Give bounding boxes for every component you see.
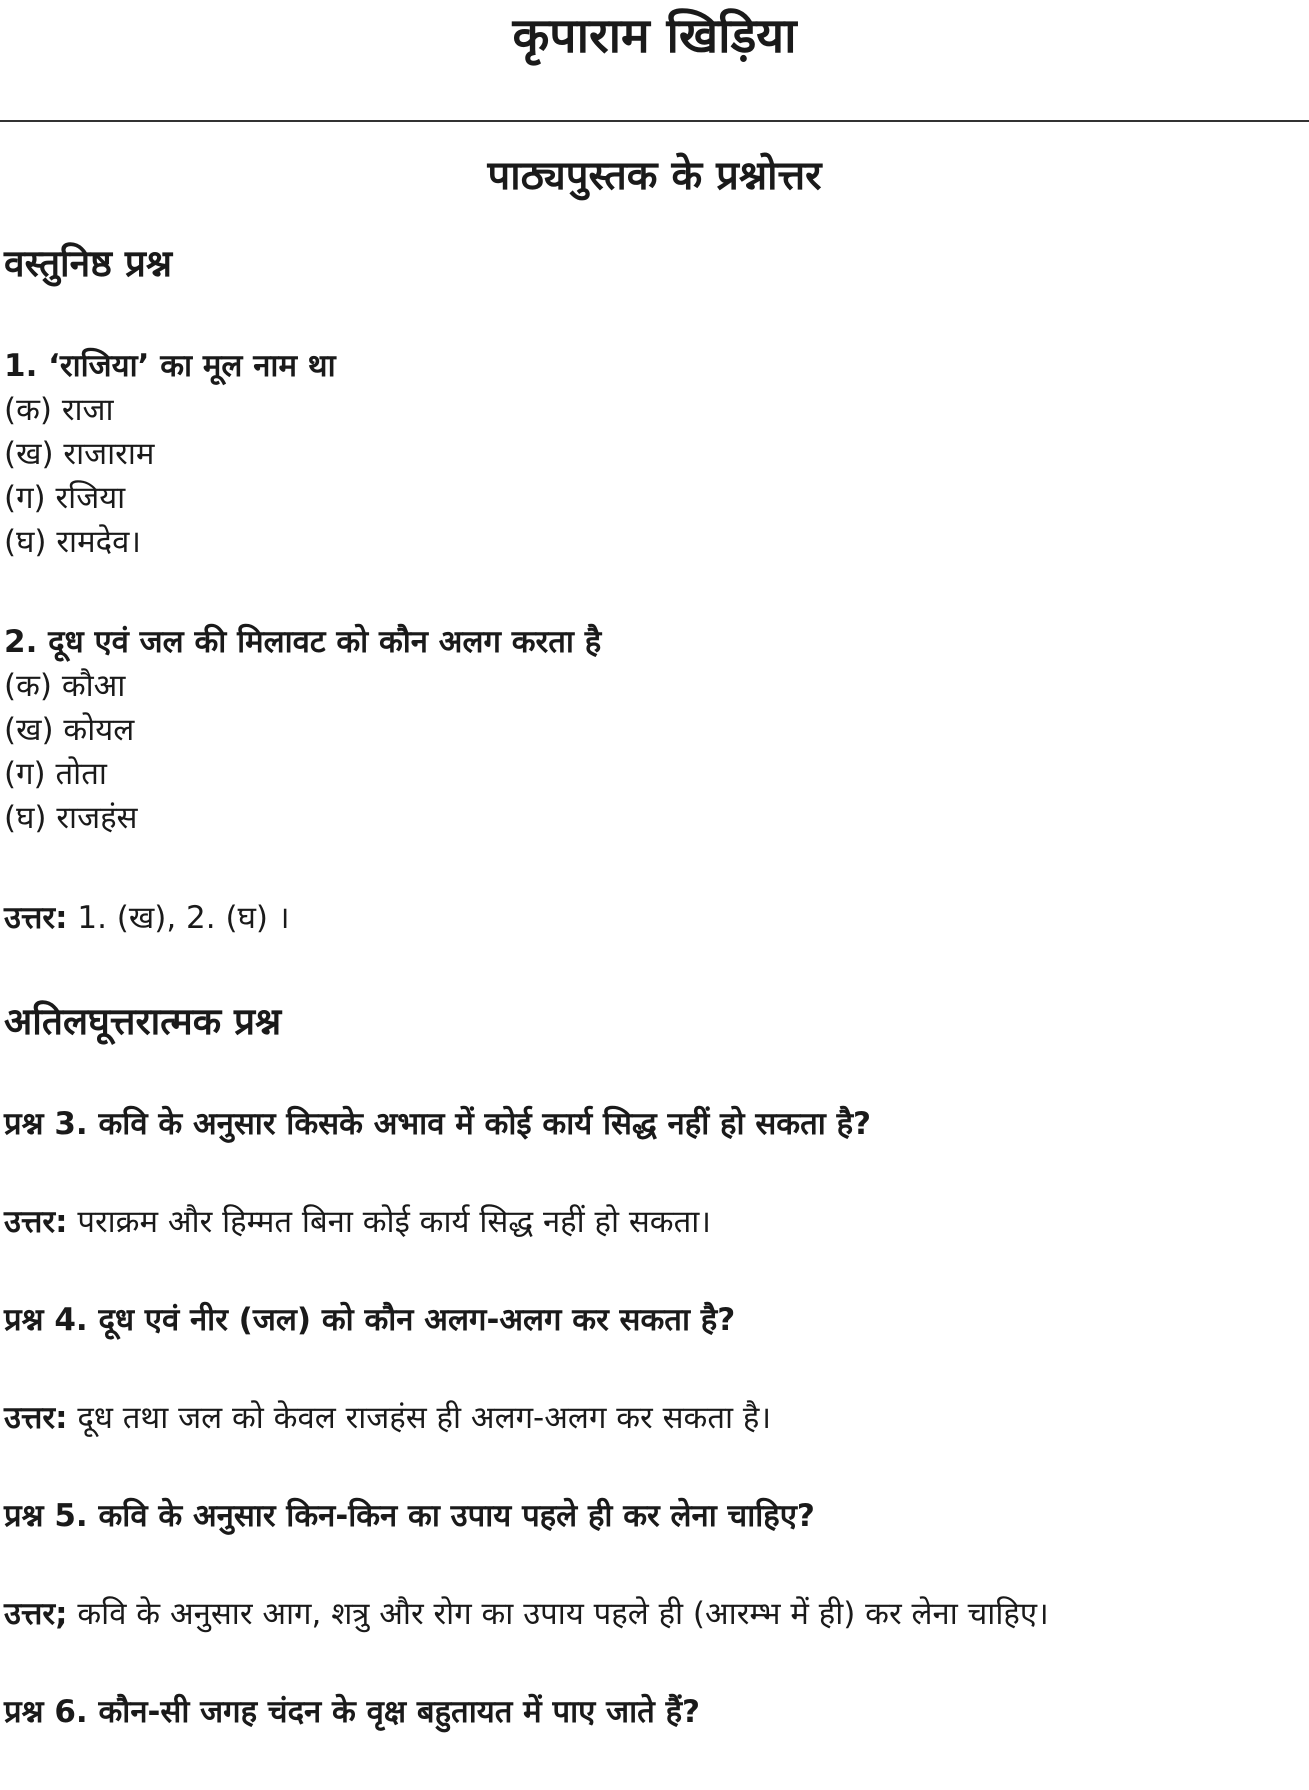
objective-answer — [4, 896, 290, 940]
q2-option-a: (क) कौआ — [4, 668, 126, 704]
section-subtitle: पाठ्यपुस्तक के प्रश्नोत्तर — [487, 153, 822, 199]
q2-option-d: (घ) राजहंस — [4, 800, 138, 836]
answer-4 — [4, 1396, 771, 1440]
answer-text: कवि के अनुसार आग, शत्रु और रोग का उपाय पहले ही (आरम्भ में ही) कर लेना चाहिए। — [67, 1596, 1049, 1632]
q2-option-c: (ग) तोता — [4, 756, 107, 792]
q1-option-d: (घ) रामदेव। — [4, 524, 142, 560]
q1-option-a: (क) राजा — [4, 392, 114, 428]
answer-text: दूध तथा जल को केवल राजहंस ही अलग-अलग कर सकता है। — [67, 1400, 772, 1436]
answer-3 — [4, 1200, 711, 1244]
q1-option-c: (ग) रजिया — [4, 480, 126, 516]
answer-label: उत्तर: — [4, 1204, 68, 1240]
answer-text: पराक्रम और हिम्मत बिना कोई कार्य सिद्ध नहीं हो सकता। — [67, 1204, 712, 1240]
title-divider — [0, 120, 1309, 122]
question-1: 1. ‘राजिया’ का मूल नाम था — [4, 348, 336, 384]
answer-label: उत्तर: — [4, 1400, 68, 1436]
question-2: 2. दूध एवं जल की मिलावट को कौन अलग करता है — [4, 624, 602, 660]
answer-label: उत्तर: — [4, 900, 68, 936]
answer-label: उत्तर; — [4, 1596, 68, 1632]
q2-option-b: (ख) कोयल — [4, 712, 135, 748]
q1-option-b: (ख) राजाराम — [4, 436, 155, 472]
answer-text: 1. (ख), 2. (घ) । — [67, 900, 290, 936]
objective-heading: वस्तुनिष्ठ प्रश्न — [4, 242, 173, 285]
question-4: प्रश्न 4. दूध एवं नीर (जल) को कौन अलग-अलग कर सकता है? — [4, 1302, 736, 1338]
question-5: प्रश्न 5. कवि के अनुसार किन-किन का उपाय पहले ही कर लेना चाहिए? — [4, 1498, 815, 1534]
answer-5 — [4, 1592, 1049, 1636]
chapter-title: कृपाराम खिड़िया — [512, 8, 797, 64]
question-3: प्रश्न 3. कवि के अनुसार किसके अभाव में कोई कार्य सिद्ध नहीं हो सकता है? — [4, 1106, 872, 1142]
question-6: प्रश्न 6. कौन-सी जगह चंदन के वृक्ष बहुतायत में पाए जाते हैं? — [4, 1694, 701, 1730]
very-short-heading: अतिलघूत्तरात्मक प्रश्न — [4, 1000, 282, 1043]
